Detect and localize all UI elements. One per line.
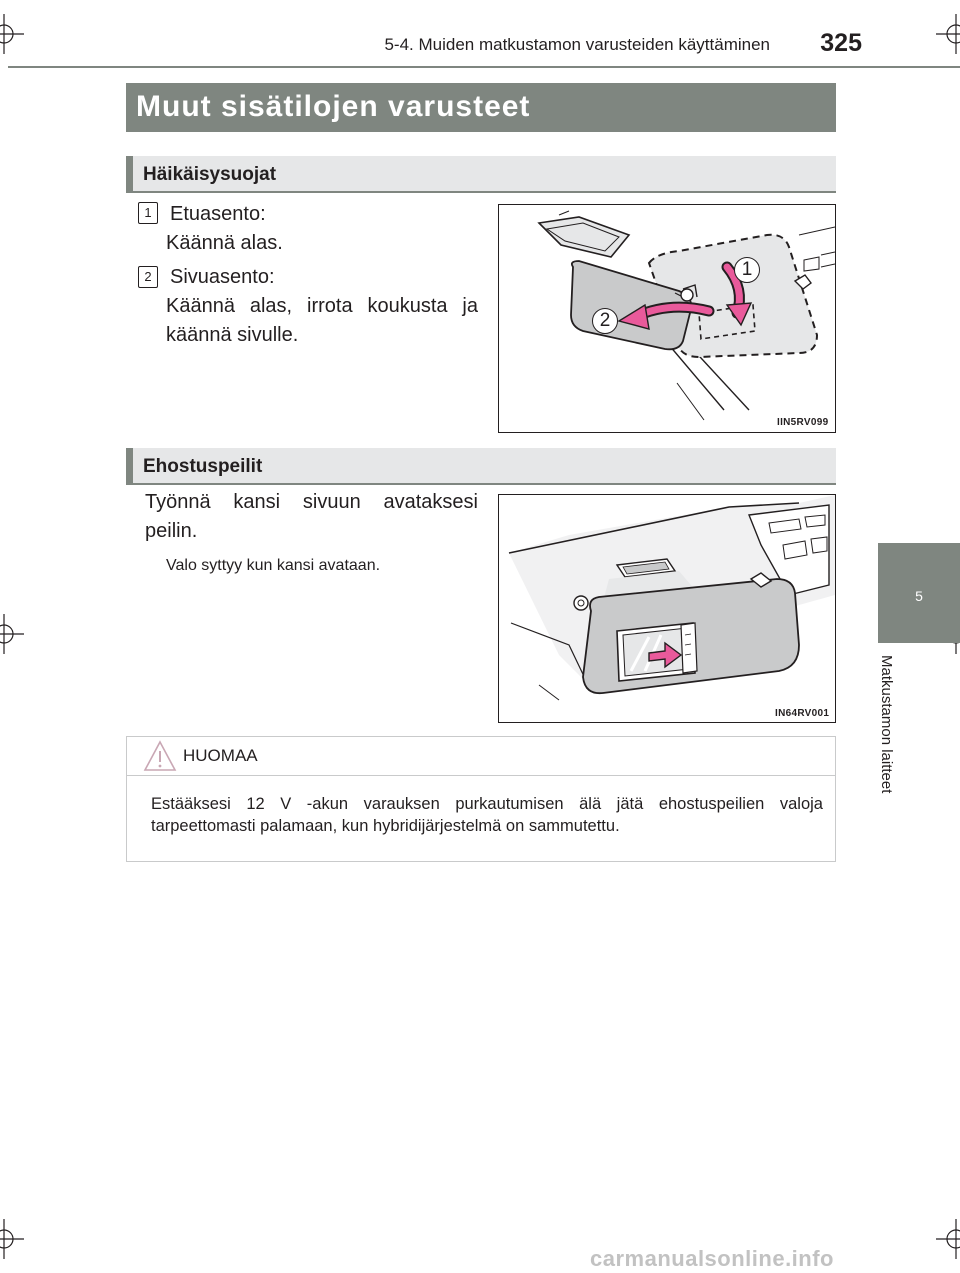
section-heading-sun-visors-text: Häikäisysuojat: [143, 164, 277, 185]
chapter-tab-number: 5: [915, 588, 923, 604]
figure-code-vanity-mirror: IN64RV001: [775, 708, 830, 719]
crop-mark-bottom-left: [0, 1219, 24, 1259]
section-heading-vanity-mirrors-text: Ehostuspeilit: [143, 456, 263, 477]
vanity-text-line1: Työnnä kansi sivuun avataksesi: [145, 491, 478, 513]
vanity-note: Valo syttyy kun kansi avataan.: [166, 557, 381, 574]
sun-visor-illustration: [498, 204, 836, 433]
step-badge-1: 1: [138, 202, 158, 224]
crop-mark-mid-left: [0, 614, 24, 654]
step-2-text-line2: käännä sivulle.: [166, 324, 299, 346]
callout-2: 2: [592, 308, 618, 334]
step-2-label: Sivuasento:: [170, 266, 275, 288]
crop-mark-top-left: [0, 14, 24, 54]
page-title: Muut sisätilojen varusteet: [136, 90, 531, 123]
notice-header: [127, 737, 835, 776]
page-title-bar: [126, 83, 836, 132]
watermark: carmanualsonline.info: [590, 1246, 834, 1271]
callout-1: 1: [734, 257, 760, 283]
section-heading-sun-visors: [126, 156, 836, 193]
page-number: 325: [820, 29, 862, 57]
step-1-label: Etuasento:: [170, 203, 266, 225]
vanity-mirror-illustration: [498, 494, 836, 723]
figure-code-sun-visor: IIN5RV099: [777, 417, 829, 428]
vanity-text-line2: peilin.: [145, 520, 198, 542]
header-divider: [8, 66, 960, 68]
chapter-side-label: [878, 655, 902, 835]
crop-mark-bottom-right: [936, 1219, 960, 1259]
step-badge-2: 2: [138, 266, 158, 288]
header-section-title: 5-4. Muiden matkustamon varusteiden käyttäminen: [384, 35, 770, 54]
step-2-text-line1: Käännä alas, irrota koukusta ja: [166, 295, 478, 317]
notice-title: HUOMAA: [183, 746, 258, 765]
notice-box: [126, 736, 836, 862]
chapter-side-label-text: Matkustamon laitteet: [878, 655, 895, 794]
step-1-text: Käännä alas.: [166, 232, 283, 254]
notice-body: Estääksesi 12 V -akun varauksen purkautumisen älä jätä ehostuspeilien valoja tarpeettomasti palamaan, kun hybridijärjestelmä on sammutettu.: [151, 795, 823, 835]
warning-triangle-icon: [143, 739, 177, 773]
section-heading-vanity-mirrors: [126, 448, 836, 485]
crop-mark-top-right: [936, 14, 960, 54]
